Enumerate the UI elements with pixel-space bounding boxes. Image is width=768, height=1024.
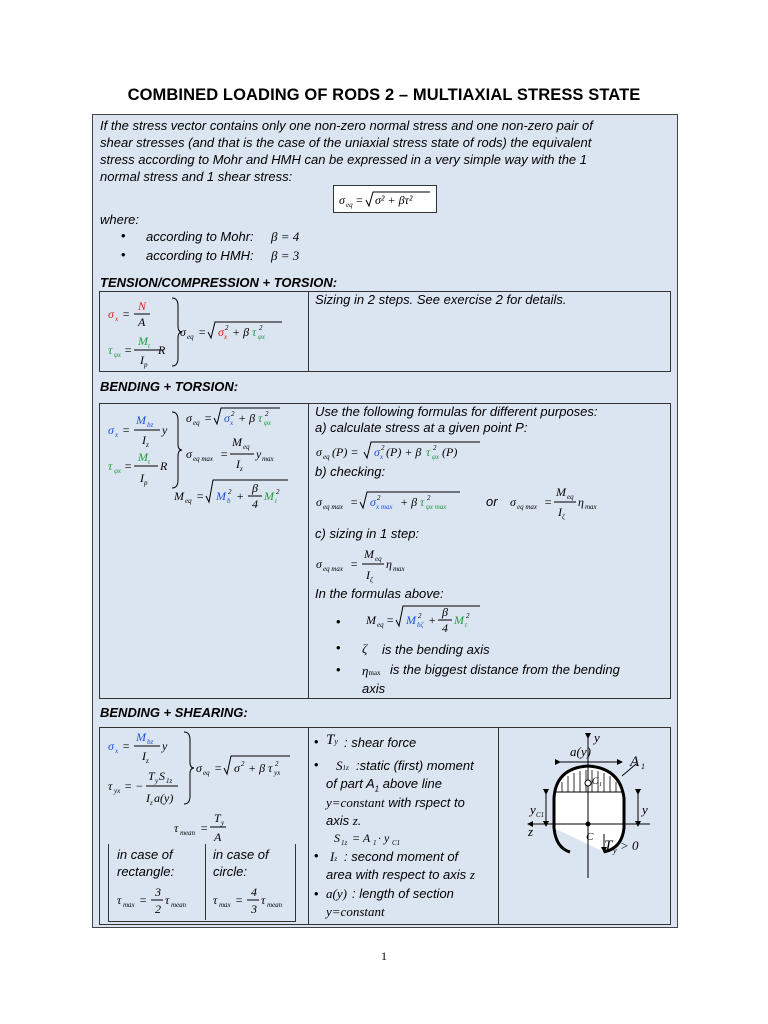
- svg-text:y: y: [155, 777, 159, 785]
- svg-text:β: β: [252, 481, 258, 495]
- svg-text:σ: σ: [186, 411, 192, 425]
- svg-text:(P): (P): [442, 445, 458, 459]
- svg-text:σ: σ: [234, 761, 240, 775]
- svg-text:φx: φx: [114, 467, 121, 475]
- svg-text:y: y: [256, 447, 262, 461]
- svg-text:eq: eq: [187, 333, 194, 341]
- svg-text:R: R: [158, 343, 166, 357]
- svg-text:t: t: [148, 342, 150, 350]
- svg-text:=: =: [350, 495, 359, 509]
- bending-torsion-box: [99, 403, 671, 699]
- svg-text:y: y: [594, 730, 600, 745]
- svg-text:C: C: [592, 776, 599, 786]
- special-cases-box: [108, 844, 296, 922]
- svg-text:x: x: [115, 315, 119, 323]
- tension-heading: TENSION/COMPRESSION + TORSION:: [100, 275, 338, 290]
- svg-text:4: 4: [442, 621, 448, 635]
- svg-text:eq max: eq max: [193, 455, 214, 463]
- svg-text:= A: = A: [352, 831, 371, 845]
- or-label: or: [486, 494, 498, 509]
- svg-text:I: I: [558, 505, 562, 519]
- svg-text:bz: bz: [147, 421, 154, 429]
- svg-text:2: 2: [466, 612, 470, 620]
- intro-line-2: shear stresses (and that is the case of the uniaxial stress state of rods) the equivalent: [100, 135, 592, 150]
- rect-line-2: rectangle:: [117, 864, 175, 879]
- svg-text:y: y: [221, 819, 225, 827]
- svg-text:σ: σ: [218, 325, 224, 339]
- svg-text:x: x: [380, 453, 384, 461]
- svg-text:M: M: [364, 547, 374, 561]
- bt-formula-a: [314, 438, 514, 464]
- svg-text:σ: σ: [224, 411, 230, 425]
- svg-text:τ: τ: [420, 495, 425, 509]
- svg-text:τ: τ: [108, 343, 113, 357]
- svg-text:I: I: [146, 791, 150, 805]
- svg-text:σ: σ: [108, 307, 114, 321]
- svg-text:ζ: ζ: [562, 513, 565, 520]
- svg-text:I: I: [142, 433, 146, 447]
- svg-text:=: =: [350, 557, 359, 571]
- svg-text:M: M: [406, 613, 416, 627]
- svg-text:2: 2: [377, 494, 381, 502]
- svg-text:= −: = −: [124, 779, 144, 793]
- svg-text:+ β: + β: [400, 495, 418, 509]
- svg-text:τ: τ: [268, 761, 273, 775]
- svg-text:z: z: [528, 824, 534, 839]
- svg-text:=: =: [220, 447, 229, 461]
- svg-text:1: 1: [373, 839, 377, 847]
- bullet-dot: •: [336, 614, 341, 629]
- svg-text:φx: φx: [258, 333, 265, 341]
- svg-text:2: 2: [225, 324, 229, 332]
- bt-formula-meq: [364, 602, 494, 636]
- svg-text:2: 2: [259, 324, 263, 332]
- svg-text:=: =: [122, 307, 131, 321]
- rect-line-1: in case of: [117, 847, 173, 862]
- svg-text:σ: σ: [374, 445, 380, 459]
- tension-formula: [102, 292, 308, 370]
- bs-bullet-4a: : length of section: [352, 886, 454, 901]
- svg-text:T: T: [148, 769, 155, 783]
- bending-shearing-formula: [102, 728, 308, 848]
- bending-torsion-formula: [102, 404, 308, 524]
- bt-line-3: b) checking:: [315, 464, 386, 479]
- svg-text:max: max: [585, 503, 597, 511]
- svg-text:2: 2: [241, 760, 245, 768]
- bs-bullet-3a: : second moment of: [344, 849, 459, 864]
- circ-line-2: circle:: [213, 864, 247, 879]
- svg-text:2: 2: [276, 488, 280, 496]
- bullet-dot: •: [121, 247, 126, 262]
- svg-text:M: M: [454, 613, 464, 627]
- s1z-symbol: S1z: [336, 758, 349, 773]
- svg-text:=: =: [235, 893, 244, 907]
- circle-formula: [209, 880, 299, 920]
- s1z-formula: [332, 828, 422, 848]
- tension-box: [99, 291, 671, 372]
- bt-line-2: a) calculate stress at a given point P:: [315, 420, 528, 435]
- svg-text:τ: τ: [108, 459, 113, 473]
- iz-symbol: Iz: [330, 849, 338, 864]
- svg-text:M: M: [138, 450, 148, 464]
- svg-text:eq: eq: [346, 201, 353, 209]
- svg-text:eq: eq: [203, 769, 210, 777]
- svg-text:σ: σ: [180, 325, 186, 339]
- svg-text:x: x: [224, 333, 228, 341]
- svg-text:+ β: + β: [238, 411, 256, 425]
- svg-text:2: 2: [427, 494, 431, 502]
- svg-text:mean: mean: [180, 829, 196, 837]
- svg-text:=: =: [124, 343, 133, 357]
- svg-text:N: N: [138, 299, 147, 313]
- svg-text:C: C: [586, 831, 594, 843]
- svg-text:τ: τ: [117, 893, 122, 907]
- svg-text:1: 1: [641, 762, 645, 771]
- bt-formula-c: [314, 542, 424, 584]
- svg-text:3: 3: [251, 902, 257, 916]
- svg-text:=: =: [544, 495, 553, 509]
- svg-text:1z: 1z: [341, 839, 348, 847]
- bs-bullet-2d: axis z.: [326, 813, 362, 828]
- bt-formula-b2: [508, 480, 618, 520]
- svg-text:yx: yx: [114, 787, 121, 795]
- bs-bullet-4b: y=constant: [326, 904, 385, 919]
- svg-text:M: M: [136, 413, 146, 427]
- ty-symbol: Ty: [326, 732, 338, 748]
- svg-text:bz: bz: [147, 738, 154, 746]
- svg-text:=: =: [356, 193, 363, 207]
- svg-text:=: =: [204, 411, 213, 425]
- content-panel: [92, 114, 678, 928]
- svg-text:M: M: [174, 489, 184, 503]
- svg-text:y: y: [642, 802, 648, 817]
- page-title: COMBINED LOADING OF RODS 2 – MULTIAXIAL STRESS STATE: [127, 86, 641, 104]
- svg-text:2: 2: [433, 444, 437, 452]
- svg-text:+: +: [428, 613, 437, 627]
- svg-text:z: z: [146, 441, 149, 449]
- svg-text:σ: σ: [108, 423, 114, 437]
- svg-text:=: =: [386, 613, 395, 627]
- svg-text:mean: mean: [267, 901, 283, 909]
- svg-text:σ: σ: [510, 495, 516, 509]
- bullet-dot: •: [314, 848, 319, 863]
- svg-text:t: t: [275, 497, 277, 505]
- svg-text:> 0: > 0: [620, 838, 639, 853]
- cross-section-diagram: [500, 728, 672, 922]
- intro-text: [100, 117, 670, 185]
- svg-text:I: I: [140, 353, 144, 367]
- bt-formula-b1: [314, 488, 464, 514]
- bullet-dot: •: [336, 640, 341, 655]
- svg-text:4: 4: [252, 497, 258, 511]
- zeta-symbol: ζ: [362, 641, 368, 656]
- svg-text:S: S: [159, 769, 165, 783]
- svg-text:max: max: [262, 455, 274, 463]
- svg-text:S: S: [334, 831, 340, 845]
- bs-bullet-3b: area with respect to axis z: [326, 867, 475, 882]
- svg-text:(P) =: (P) =: [332, 445, 359, 459]
- svg-text:C1: C1: [392, 839, 401, 847]
- svg-text:+ β: + β: [232, 325, 250, 339]
- eta-max-symbol: ηmax: [362, 663, 381, 678]
- ay-symbol: a(y): [326, 886, 347, 901]
- svg-text:t: t: [465, 621, 467, 629]
- svg-text:σ: σ: [339, 193, 345, 207]
- bs-bullet-2b: of part $A_1$ above line: [326, 776, 443, 794]
- svg-text:eq: eq: [567, 493, 574, 501]
- svg-text:+ β: + β: [248, 761, 266, 775]
- svg-text:2: 2: [418, 612, 422, 620]
- svg-text:2: 2: [231, 410, 235, 418]
- svg-text:τ: τ: [261, 893, 266, 907]
- intro-formula-box: [333, 185, 437, 213]
- svg-text:eq: eq: [377, 621, 384, 629]
- svg-text:M: M: [556, 485, 566, 499]
- svg-text:b: b: [227, 497, 231, 505]
- svg-text:τ: τ: [426, 445, 431, 459]
- svg-text:p: p: [144, 361, 148, 369]
- svg-text:y: y: [530, 802, 536, 817]
- svg-text:=: =: [214, 761, 223, 775]
- svg-text:1z: 1z: [166, 777, 173, 785]
- svg-text:C1: C1: [536, 811, 545, 819]
- svg-text:a(y): a(y): [154, 791, 174, 805]
- svg-text:eq max: eq max: [323, 565, 344, 573]
- svg-text:eq: eq: [243, 443, 250, 451]
- svg-text:x: x: [115, 431, 119, 439]
- svg-text:M: M: [264, 489, 274, 503]
- circle-label: [213, 846, 269, 880]
- svg-text:I: I: [140, 471, 144, 485]
- svg-text:y: y: [613, 846, 617, 855]
- tension-note: Sizing in 2 steps. See exercise 2 for details.: [315, 292, 567, 307]
- rect-formula: [113, 880, 203, 920]
- svg-text:=: =: [122, 739, 131, 753]
- svg-text:σ: σ: [316, 445, 322, 459]
- bullet-dot: •: [314, 734, 319, 749]
- svg-text:M: M: [216, 489, 226, 503]
- svg-text:τ: τ: [252, 325, 257, 339]
- svg-text:I: I: [142, 749, 146, 763]
- bt-line-5: In the formulas above:: [315, 586, 444, 601]
- svg-text:σ: σ: [370, 495, 376, 509]
- svg-text:σ² + βτ²: σ² + βτ²: [375, 193, 413, 207]
- svg-text:t: t: [148, 458, 150, 466]
- svg-text:x max: x max: [376, 503, 393, 511]
- svg-text:M: M: [232, 435, 242, 449]
- svg-text:z: z: [146, 757, 149, 765]
- hmh-beta: β = 3: [271, 248, 300, 263]
- svg-text:M: M: [366, 613, 376, 627]
- where-label: where:: [100, 212, 140, 227]
- svg-text:eq: eq: [323, 453, 330, 461]
- bullet-dot: •: [336, 662, 341, 677]
- svg-text:τ: τ: [108, 779, 113, 793]
- svg-text:p: p: [144, 479, 148, 487]
- svg-text:η: η: [386, 557, 392, 571]
- svg-text:I: I: [366, 568, 370, 582]
- bending-shearing-box: [99, 727, 671, 925]
- intro-formula: [334, 186, 436, 212]
- svg-text:φx: φx: [264, 419, 271, 427]
- circ-line-1: in case of: [213, 847, 269, 862]
- svg-text:2: 2: [275, 760, 279, 768]
- intro-line-3: stress according to Mohr and HMH can be expressed in a very simple way with the 1: [100, 152, 587, 167]
- mohr-label: according to Mohr:: [146, 229, 254, 244]
- svg-text:2: 2: [381, 444, 385, 452]
- svg-text:β: β: [442, 605, 448, 619]
- svg-text:eq: eq: [375, 555, 382, 563]
- bullet-dot: •: [121, 228, 126, 243]
- hmh-label: according to HMH:: [146, 248, 254, 263]
- svg-text:σ: σ: [108, 739, 114, 753]
- bending-shearing-heading: BENDING + SHEARING:: [100, 705, 248, 720]
- svg-text:· y: · y: [378, 831, 390, 845]
- svg-text:η: η: [578, 495, 584, 509]
- svg-text:x: x: [230, 419, 234, 427]
- bending-torsion-heading: BENDING + TORSION:: [100, 379, 239, 394]
- bt-bullet-3a: is the biggest distance from the bending: [390, 662, 620, 677]
- bs-bullet-1: : shear force: [344, 735, 417, 750]
- svg-text:z: z: [240, 465, 243, 473]
- svg-text:2: 2: [155, 902, 161, 916]
- svg-text:max: max: [393, 565, 405, 573]
- svg-text:τ: τ: [165, 893, 170, 907]
- svg-text:mean: mean: [171, 901, 187, 909]
- svg-text:T: T: [604, 838, 613, 854]
- svg-text:M: M: [136, 730, 146, 744]
- svg-text:σ: σ: [316, 495, 322, 509]
- svg-text:eq: eq: [185, 497, 192, 505]
- svg-text:τ: τ: [213, 893, 218, 907]
- svg-text:=: =: [198, 325, 207, 339]
- bt-bullet-3b: axis: [362, 681, 386, 696]
- svg-text:σ: σ: [316, 557, 322, 571]
- svg-text:T: T: [214, 811, 221, 825]
- svg-text:yx: yx: [274, 769, 281, 777]
- svg-text:A: A: [630, 754, 640, 770]
- intro-line-1: If the stress vector contains only one non-zero normal stress and one non-zero pair of: [100, 118, 593, 133]
- svg-text:M: M: [138, 334, 148, 348]
- bs-bullet-2a: :static (first) moment: [356, 758, 474, 773]
- bt-bullet-2: is the bending axis: [382, 642, 490, 657]
- svg-text:1: 1: [599, 782, 602, 788]
- svg-text:R: R: [160, 459, 168, 473]
- svg-text:σ: σ: [186, 447, 192, 461]
- svg-text:bζ: bζ: [417, 621, 424, 629]
- svg-text:y: y: [162, 423, 168, 437]
- svg-text:z: z: [150, 799, 153, 807]
- svg-text:(P) + β: (P) + β: [386, 445, 422, 459]
- svg-text:φx: φx: [432, 453, 439, 461]
- svg-text:4: 4: [251, 885, 257, 899]
- svg-text:τ: τ: [174, 821, 179, 835]
- svg-text:A: A: [138, 315, 146, 329]
- svg-text:σ: σ: [196, 761, 202, 775]
- page-number: 1: [381, 949, 387, 963]
- svg-text:=: =: [122, 423, 131, 437]
- svg-text:A: A: [214, 830, 222, 844]
- rectangle-label: [117, 846, 174, 880]
- svg-text:2: 2: [265, 410, 269, 418]
- bullet-dot: •: [314, 757, 319, 772]
- svg-text:3: 3: [155, 885, 161, 899]
- svg-text:eq: eq: [193, 419, 200, 427]
- svg-text:eq max: eq max: [323, 503, 344, 511]
- svg-text:=: =: [200, 821, 209, 835]
- svg-text:x: x: [115, 747, 119, 755]
- svg-text:max: max: [123, 901, 135, 909]
- intro-line-4: normal stress and 1 shear stress:: [100, 169, 293, 184]
- svg-text:y: y: [162, 739, 168, 753]
- svg-text:2: 2: [228, 488, 232, 496]
- svg-text:max: max: [219, 901, 231, 909]
- svg-text:=: =: [196, 489, 205, 503]
- bs-bullet-2c: y=constant with rspect to: [326, 795, 465, 810]
- svg-text:τ: τ: [258, 411, 263, 425]
- svg-text:a(y): a(y): [570, 744, 591, 759]
- svg-text:+: +: [236, 489, 245, 503]
- bt-line-4: c) sizing in 1 step:: [315, 526, 420, 541]
- svg-text:eq max: eq max: [517, 503, 538, 511]
- svg-text:ζ: ζ: [370, 576, 373, 584]
- svg-text:=: =: [139, 893, 148, 907]
- bt-line-1: Use the following formulas for different purposes:: [315, 404, 598, 419]
- bullet-dot: •: [314, 886, 319, 901]
- mohr-beta: β = 4: [271, 229, 300, 244]
- svg-text:I: I: [236, 457, 240, 471]
- svg-text:φx: φx: [114, 351, 121, 359]
- svg-text:=: =: [124, 459, 133, 473]
- svg-text:φx max: φx max: [426, 503, 447, 511]
